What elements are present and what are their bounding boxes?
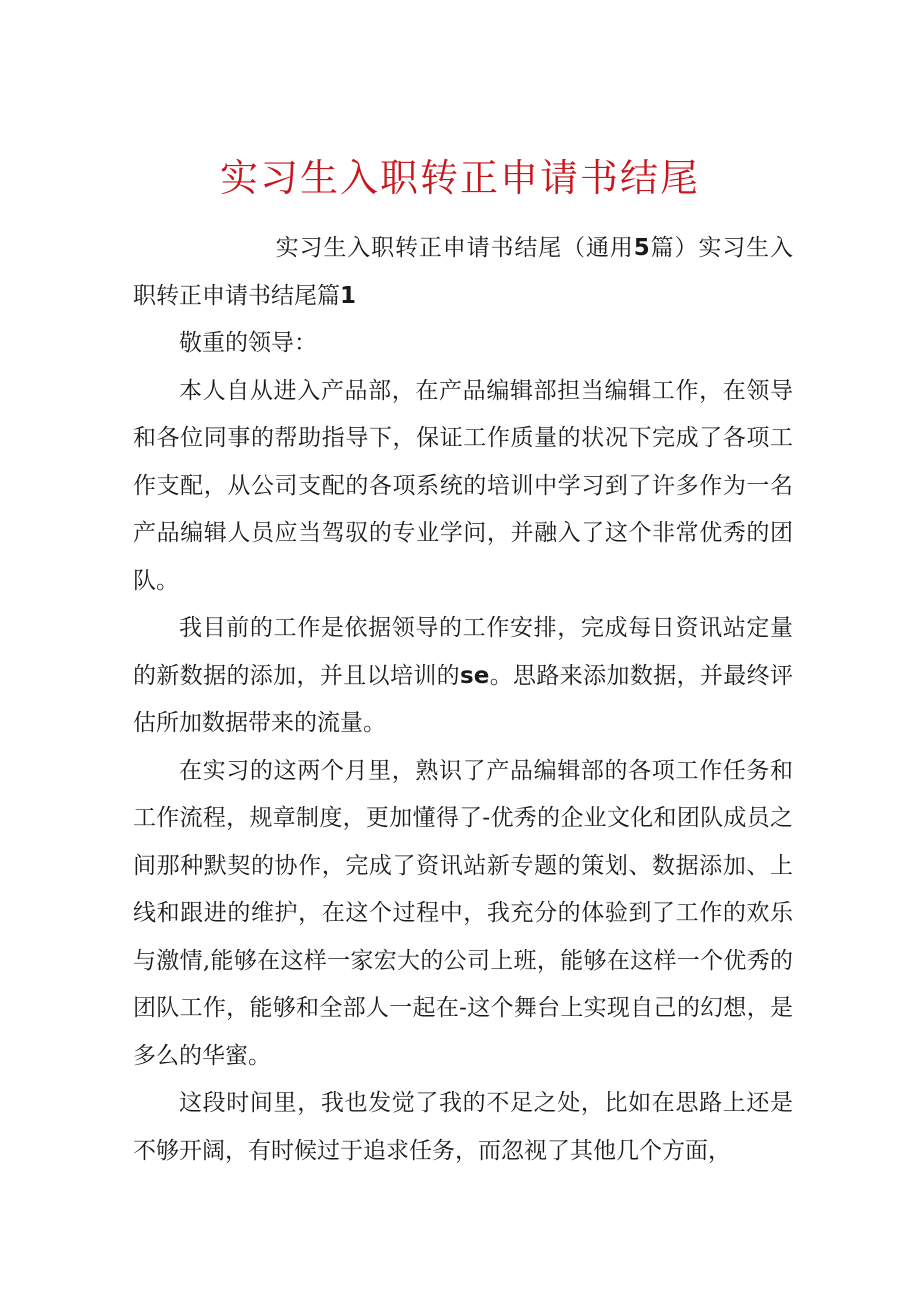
paragraph-2-text-1: 我目前的工作是依据领导的工作安排，完成每日资讯站定量的新数据的添加，并且以培训的 xyxy=(133,615,793,689)
paragraph-3: 在实习的这两个月里，熟识了产品编辑部的各项工作任务和工作流程，规章制度，更加懂得了-优秀的企业文化和团队成员之间那种默契的协作，完成了资讯站新专题的策划、数据添加、上线和跟进的维护，在这个过程中，我充分的体验到了工作的欢乐与激情,能够在这样一家宏大的公司上班，能够在这样一个优秀的团队工作，能够和全部人一起在-这个舞台上实现自己的幻想，是多么的华蜜。 xyxy=(133,757,793,1069)
intro-paragraph xyxy=(133,225,793,320)
document-title: 实习生入职转正申请书结尾 xyxy=(219,156,700,200)
paragraph-2-text-2: 。思路来添加数据，并最终评估所加数据带来的流量。 xyxy=(133,662,793,736)
intro-number: 1 xyxy=(340,282,357,309)
document-body xyxy=(133,225,793,1175)
paragraph-2 xyxy=(133,605,793,748)
intro-text-1: 实习生入职转正申请书结尾（通用 xyxy=(275,235,634,261)
paragraph-1: 本人自从进入产品部，在产品编辑部担当编辑工作，在领导和各位同事的帮助指导下，保证工作质量的状况下完成了各项工作支配，从公司支配的各项系统的培训中学习到了许多作为一名产品编辑人员应当驾驭的专业学问，并融入了这个非常优秀的团队。 xyxy=(133,377,793,594)
intro-count: 5 xyxy=(633,235,650,261)
intro-text-2: 篇）实习生入职转正申请书结尾篇 xyxy=(133,235,794,309)
paragraph-2-code: se xyxy=(460,662,490,689)
salutation: 敬重的领导： xyxy=(179,330,317,356)
paragraph-4: 这段时间里，我也发觉了我的不足之处，比如在思路上还是不够开阔，有时候过于追求任务，而忽视了其他几个方面， xyxy=(133,1090,793,1164)
